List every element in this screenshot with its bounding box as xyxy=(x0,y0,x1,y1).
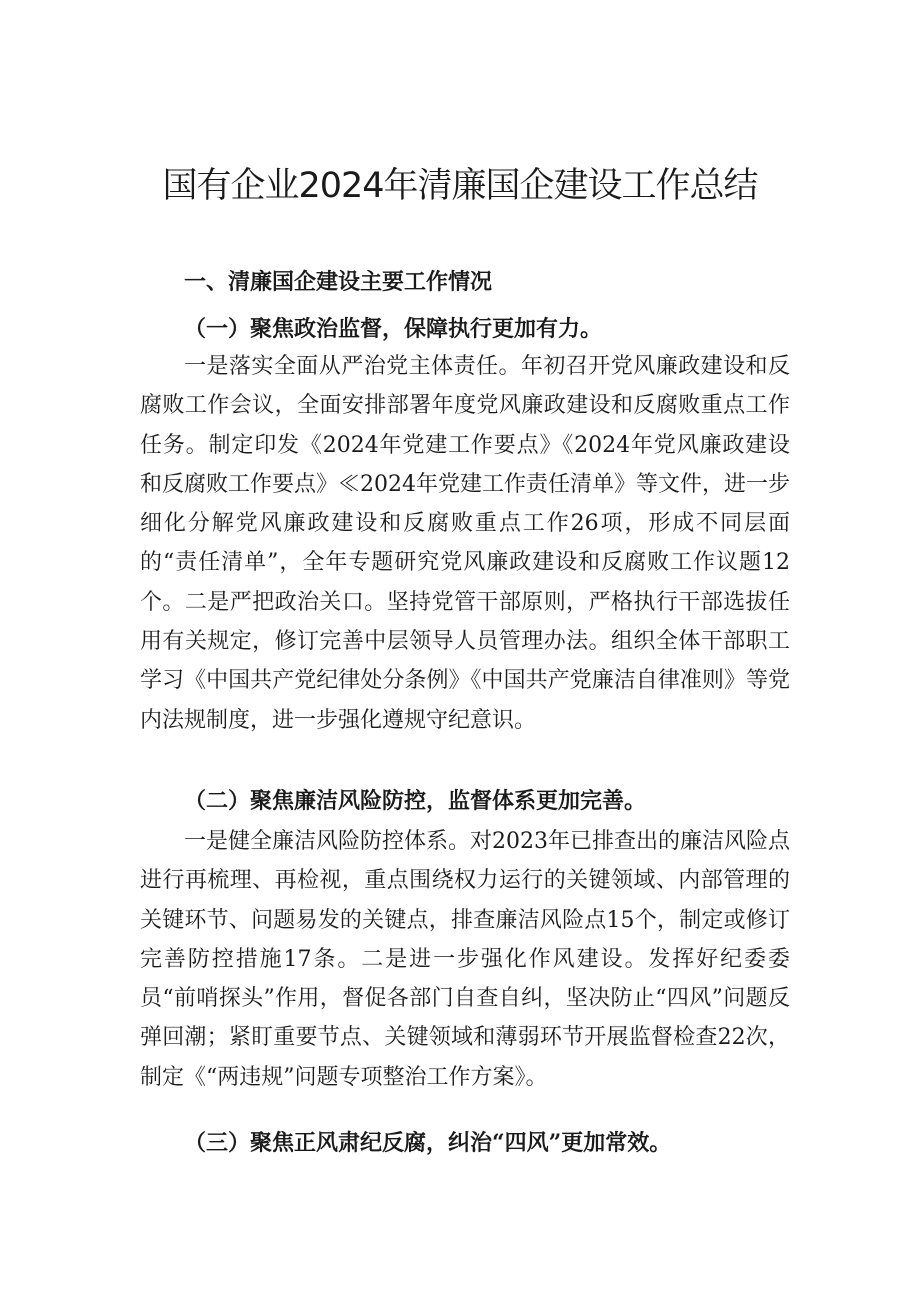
subsection-heading-2: （二）聚焦廉洁风险防控，监督体系更加完善。 xyxy=(184,788,647,814)
document-title: 国有企业2024年清廉国企建设工作总结 xyxy=(162,166,758,206)
subsection-heading-3: （三）聚焦正风肃纪反腐，纠治“四风”更加常效。 xyxy=(184,1130,672,1156)
subsection-body-1 xyxy=(140,347,790,740)
subsection-body-2 xyxy=(140,822,790,1097)
paragraph-2: 一是健全廉洁风险防控体系。对2023年已排查出的廉洁风险点进行再梳理、再检视，重点围绕权力运行的关键领域、内部管理的关键环节、问题易发的关键点，排查廉洁风险点15个，制定或修订完善防控措施17条。二是进一步强化作风建设。发挥好纪委委员“前哨探头”作用，督促各部门自查自纠，坚决防止“四风”问题反弹回潮；紧盯重要节点、关键领域和薄弱环节开展监督检查22次，制定《“两违规”问题专项整治工作方案》。 xyxy=(140,829,790,1090)
paragraph-1: 一是落实全面从严治党主体责任。年初召开党风廉政建设和反腐败工作会议，全面安排部署年度党风廉政建设和反腐败重点工作任务。制定印发《2024年党建工作要点》《2024年党风廉政建设和反腐败工作要点》≪2024年党建工作责任清单》等文件，进一步细化分解党风廉政建设和反腐败重点工作26项，形成不同层面的“责任清单”，全年专题研究党风廉政建设和反腐败工作议题12个。二是严把政治关口。坚持党管干部原则，严格执行干部选拔任用有关规定，修订完善中层领导人员管理办法。组织全体干部职工学习《中国共产党纪律处分条例》《中国共产党廉洁自律准则》等党内法规制度，进一步强化遵规守纪意识。 xyxy=(140,354,790,733)
subsection-heading-1: （一）聚焦政治监督，保障执行更加有力。 xyxy=(184,316,603,342)
section-heading-1: 一、清廉国企建设主要工作情况 xyxy=(184,270,493,295)
